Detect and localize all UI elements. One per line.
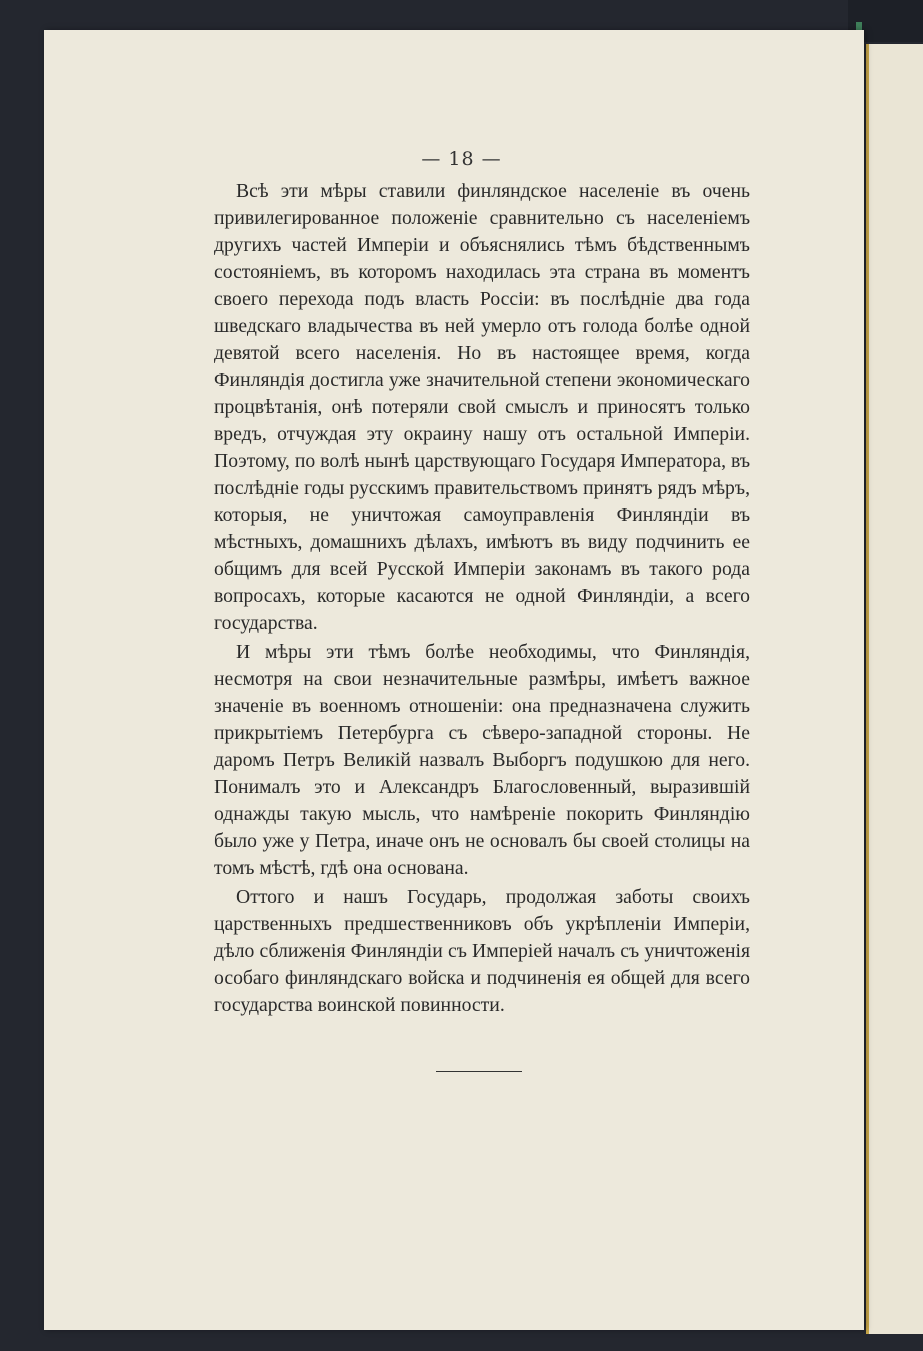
paragraph-3: Оттого и нашъ Государь, продолжая заботы своихъ царственныхъ предшественниковъ объ укрѣпленіи Имперіи, дѣло сближенія Финляндіи съ Имперіей началъ съ уничтоженія особаго финляндскаго войска и подчиненія ея общей для всего государства воинской повинности. — [214, 886, 750, 1016]
end-rule — [436, 1071, 522, 1072]
body-text — [214, 178, 750, 1019]
page-number: — 18 — — [421, 148, 502, 170]
paragraph-1: Всѣ эти мѣры ставили финляндское населеніе въ очень привилегированное положеніе сравнительно съ населеніемъ другихъ частей Имперіи и объяснялись тѣмъ бѣдственнымъ состояніемъ, въ которомъ находилась эта страна въ моментъ своего перехода подъ власть Россіи: въ послѣдніе два года шведскаго владычества въ ней умерло отъ голода болѣе одной девятой всего населенія. Но въ настоящее время, когда Финляндія достигла уже значительной степени экономическаго процвѣтанія, онѣ потеряли свой смыслъ и приносятъ только вредъ, отчуждая эту окраину нашу отъ остальной Имперіи. Поэтому, по волѣ нынѣ царствующаго Государя Императора, въ послѣдніе годы русскимъ правительствомъ принятъ рядъ мѣръ, которыя, не уничтожая самоуправленія Финляндіи въ мѣстныхъ, домашнихъ дѣлахъ, имѣютъ въ виду подчинить ее общимъ для всей Русской Имперіи законамъ въ такого рода вопросахъ, которые касаются не одной Финляндіи, а всего государства. — [214, 180, 750, 634]
paragraph-2: И мѣры эти тѣмъ болѣе необходимы, что Финляндія, несмотря на свои незначительные размѣры, имѣетъ важное значеніе въ военномъ отношеніи: она предназначена служить прикрытіемъ Петербурга съ сѣверо-западной стороны. Не даромъ Петръ Великій назвалъ Выборгъ подушкою для него. Понималъ это и Александръ Благословенный, выразившій однажды такую мысль, что намѣреніе покорить Финляндію было уже у Петра, иначе онъ не основалъ бы своей столицы на томъ мѣстѣ, гдѣ она основана. — [214, 641, 750, 879]
adjacent-page-edge — [866, 44, 923, 1334]
